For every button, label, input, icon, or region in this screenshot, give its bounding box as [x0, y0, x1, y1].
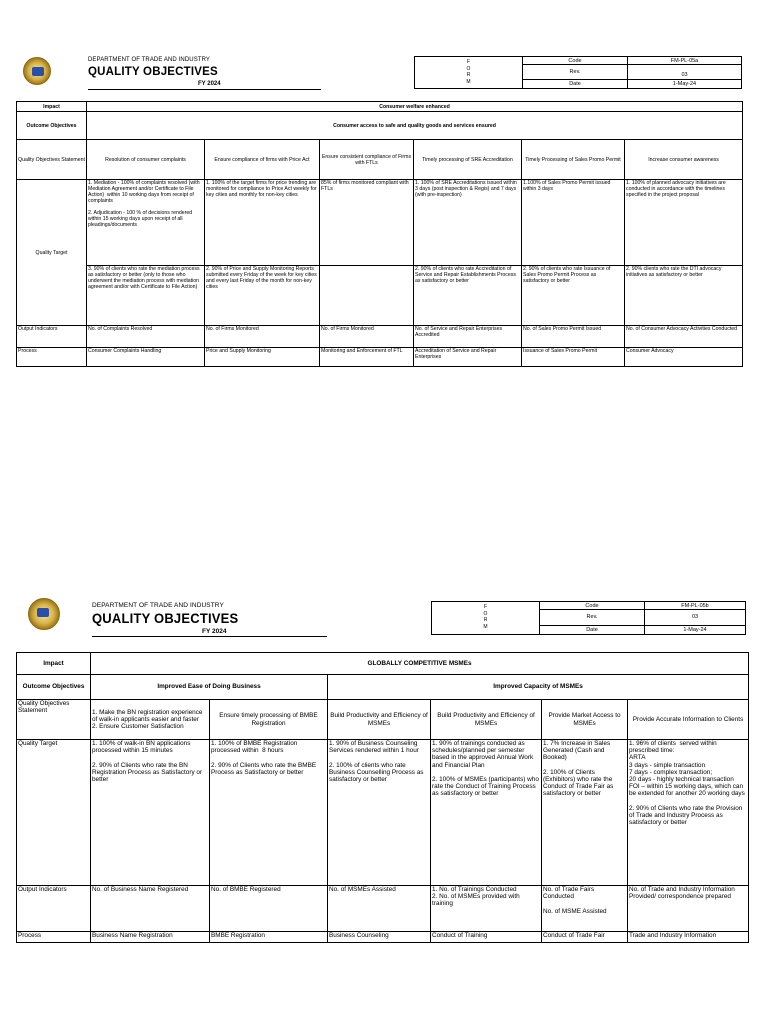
- target-cell: 1. 100% of BMBE Registration processed within 8 hours 2. 90% of Clients who rate the BMBE Process as Satisfactory or better: [210, 740, 328, 886]
- date-row: [523, 80, 741, 89]
- output-cell: No. of Business Name Registered: [91, 886, 210, 932]
- impact-label: Impact: [17, 653, 91, 675]
- code-value: FM-PL-05b: [681, 603, 709, 609]
- output-cell: No. of Trade and Industry Information Provided/ correspondence prepared: [628, 886, 749, 932]
- target-cell: 1.100% of Sales Promo Permit issued within 3 days: [522, 180, 625, 266]
- target-cell: 85% of firms monitored compliant with FTLs: [320, 180, 414, 266]
- target-cell: 1. 7% Increase in Sales Generated (Cash and Booked) 2. 100% of Clients (Exhibitors) who rate the Conduct of Trade Fair as satisfactory or better: [542, 740, 628, 886]
- process-cell: BMBE Registration: [210, 932, 328, 943]
- target-cell: 1. 90% of Business Counseling Services rendered within 1 hour 2. 100% of clients who rate Business Counselling Process as satisfactory or better: [328, 740, 431, 886]
- date-value: 1-May-24: [683, 627, 707, 633]
- target-label: Quality Target: [17, 740, 91, 886]
- outcome-right: Improved Capacity of MSMEs: [328, 675, 749, 700]
- rev-label: Rev.: [540, 610, 645, 625]
- outcome-left: Improved Ease of Doing Business: [91, 675, 328, 700]
- target-cell: 1. 96% of clients served within prescribed time: ARTA 3 days - simple transaction 7 days - complex transaction; 20 days - highly technical transaction FOI – within 15 working days, which can be extended for another 20 working days 2. 90% of Clients who rate the Provision of Trade and Industry Process as satisfactory or better: [628, 740, 749, 886]
- code-label: Code: [523, 57, 628, 64]
- output-cell: No. of BMBE Registered: [210, 886, 328, 932]
- target-cell: 1. 100% of the target firms for price trending are monitored for compliance to Price Act weekly for key cities and monthly for non-key cities: [205, 180, 320, 266]
- output-label: Output Indicators: [17, 326, 87, 348]
- target-cell: 2. 90% of clients who rate Issuance of Sales Promo Permit Process as satisfactory or better: [522, 266, 625, 326]
- outcome-label: Outcome Objectives: [17, 112, 87, 140]
- form-control-box: [431, 601, 746, 635]
- target-cell: 2. 90% of Price and Supply Monitoring Reports submitted every Friday of the week for key cities and every last Friday of the month for non-key cities: [205, 266, 320, 326]
- qos-cell: Ensure consistent compliance of Firms with FTLs: [320, 140, 414, 180]
- date-row: [540, 626, 745, 635]
- code-row: [540, 602, 745, 610]
- process-label: Process: [17, 932, 91, 943]
- rev-label: Rev.: [523, 65, 628, 79]
- code-value: FM-PL-05a: [670, 58, 699, 64]
- quality-objectives-table-b: [16, 652, 749, 943]
- process-cell: Monitoring and Enforcement of FTL: [320, 348, 414, 367]
- target-cell: 1. 90% of trainings conducted as schedules/planned per semester based in the approved Annual Work and Financial Plan 2. 100% of MSMEs (participants) who rate the Conduct of Training Process as satisfactory or better: [431, 740, 542, 886]
- qos-cell: 1. Make the BN registration experience of walk-in applicants easier and faster 2. Ensure Customer Satisfaction: [91, 700, 210, 740]
- qos-cell: Provide Market Access to MSMEs: [542, 700, 628, 740]
- quality-objectives-table-a: [16, 101, 743, 367]
- target-cell: 1. 100% of SRE Accreditations issued within 3 days (post inspection & Regis) and 7 days (with pre-inspection): [414, 180, 522, 266]
- fiscal-year-underline: [92, 636, 327, 637]
- qos-cell: Build Productivity and Efficiency of MSMEs: [431, 700, 542, 740]
- output-cell: No. of Service and Repair Enterprises Accredited: [414, 326, 522, 348]
- qos-cell: Ensure compliance of firms with Price Act: [205, 140, 320, 180]
- process-cell: Conduct of Trade Fair: [542, 932, 628, 943]
- form-title: QUALITY OBJECTIVES: [88, 65, 218, 79]
- process-cell: Price and Supply Monitoring: [205, 348, 320, 367]
- qos-cell: Resolution of consumer complaints: [87, 140, 205, 180]
- rev-row: [523, 65, 741, 80]
- output-cell: No. of MSMEs Assisted: [328, 886, 431, 932]
- qos-cell: Timely processing of SRE Accreditation: [414, 140, 522, 180]
- output-cell: No. of Trade Fairs Conducted No. of MSME Assisted: [542, 886, 628, 932]
- dti-seal-logo: [28, 598, 60, 630]
- impact-value: GLOBALLY COMPETITIVE MSMEs: [91, 653, 749, 675]
- form-vertical-label: F O R M: [415, 57, 523, 88]
- target-cell: 3. 90% of clients who rate the mediation process as satisfactory or better (only to those who underwent the mediation process with mediation agreement and/or with Certificate to File Action): [87, 266, 205, 326]
- form-title: QUALITY OBJECTIVES: [92, 610, 239, 627]
- output-cell: 1. No. of Trainings Conducted 2. No. of MSMEs provided with training: [431, 886, 542, 932]
- impact-label: Impact: [17, 102, 87, 112]
- process-cell: Business Name Registration: [91, 932, 210, 943]
- qos-cell: Ensure timely processing of BMBE Registration: [210, 700, 328, 740]
- output-cell: No. of Firms Monitored: [205, 326, 320, 348]
- code-label: Code: [540, 602, 645, 609]
- fiscal-year: FY 2024: [202, 628, 227, 635]
- department-name: DEPARTMENT OF TRADE AND INDUSTRY: [88, 57, 210, 63]
- output-cell: No. of Firms Monitored: [320, 326, 414, 348]
- qos-label: Quality Objectives Statement: [17, 700, 91, 740]
- qos-cell: Provide Accurate Information to Clients: [628, 700, 749, 740]
- outcome-value: Consumer access to safe and quality goods and services ensured: [87, 112, 743, 140]
- target-cell: 1. Mediation - 100% of complaints resolved (with Mediation Agreement and/or Certificate to File Action) within 10 working days from receipt of complaints 2. Adjudication - 100 % of decisions rendered within 15 working days upon receipt of all pleadings/documents: [87, 180, 205, 266]
- rev-value: 03: [681, 72, 688, 78]
- qos-label: Quality Objectives Statement: [17, 140, 87, 180]
- fiscal-year-underline: [88, 89, 321, 90]
- quality-objectives-form-b: [0, 590, 768, 950]
- outcome-label: Outcome Objectives: [17, 675, 91, 700]
- output-cell: No. of Complaints Resolved: [87, 326, 205, 348]
- target-cell: 1. 100% of walk-in BN applications processed within 15 minutes 2. 90% of Clients who rate the BN Registration Process as Satisfactory or better: [91, 740, 210, 886]
- rev-row: [540, 610, 745, 626]
- code-row: [523, 57, 741, 65]
- date-value: 1-May-24: [672, 81, 697, 87]
- rev-value: 03: [691, 614, 699, 620]
- fiscal-year: FY 2024: [198, 81, 221, 87]
- target-label: Quality Target: [17, 180, 87, 326]
- target-cell: [320, 266, 414, 326]
- qos-cell: Build Productivity and Efficiency of MSMEs: [328, 700, 431, 740]
- target-cell: 1. 100% of planned advocacy initiatives are conducted in accordance with the timelines specified in the project proposal: [625, 180, 743, 266]
- process-label: Process: [17, 348, 87, 367]
- process-cell: Trade and Industry Information: [628, 932, 749, 943]
- target-cell: 2. 90% clients who rate the DTI advocacy initiatives as satisfactory or better: [625, 266, 743, 326]
- form-control-box: [414, 56, 742, 89]
- qos-cell: Timely Processing of Sales Promo Permit: [522, 140, 625, 180]
- date-label: Date: [523, 80, 628, 89]
- process-cell: Issuance of Sales Promo Permit: [522, 348, 625, 367]
- output-label: Output Indicators: [17, 886, 91, 932]
- date-label: Date: [540, 626, 645, 635]
- process-cell: Consumer Complaints Handling: [87, 348, 205, 367]
- process-cell: Consumer Advocacy: [625, 348, 743, 367]
- department-name: DEPARTMENT OF TRADE AND INDUSTRY: [92, 602, 224, 609]
- quality-objectives-form-a: [0, 0, 768, 380]
- target-cell: 2. 90% of clients who rate Accreditation of Service and Repair Establishments Process as satisfactory or better: [414, 266, 522, 326]
- process-cell: Conduct of Training: [431, 932, 542, 943]
- process-cell: Business Counseling: [328, 932, 431, 943]
- output-cell: No. of Sales Promo Permit Issued: [522, 326, 625, 348]
- dti-seal-logo: [23, 57, 51, 85]
- output-cell: No. of Consumer Advocacy Activities Conducted: [625, 326, 743, 348]
- qos-cell: Increase consumer awareness: [625, 140, 743, 180]
- impact-value: Consumer welfare enhanced: [87, 102, 743, 112]
- form-vertical-label: F O R M: [432, 602, 540, 634]
- process-cell: Accreditation of Service and Repair Enterprises: [414, 348, 522, 367]
